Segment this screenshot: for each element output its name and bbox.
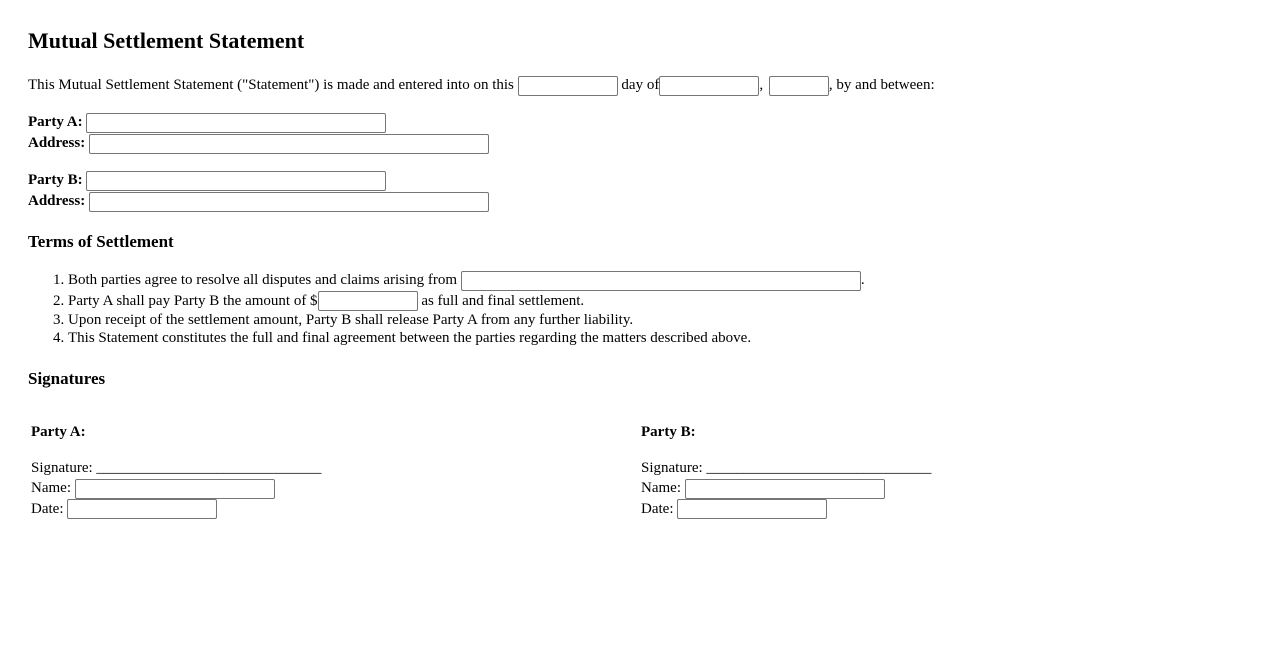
signatures-heading: Signatures	[28, 369, 106, 388]
signature-line-row	[641, 458, 931, 478]
terms-heading: Terms of Settlement	[28, 232, 174, 251]
term-item	[68, 291, 865, 312]
settlement-amount-input[interactable]	[318, 291, 418, 311]
signature-block-party-a	[31, 422, 321, 519]
name-row	[31, 478, 321, 499]
name-row	[641, 478, 931, 499]
party-b-address-row	[28, 191, 489, 212]
page-title: Mutual Settlement Statement	[28, 28, 305, 53]
name-label: Name:	[641, 480, 681, 496]
term-2-after-text: as full and final settlement.	[421, 292, 585, 309]
date-row	[641, 499, 931, 520]
signature-party-a-label: Party A:	[31, 424, 86, 440]
intro-paragraph	[28, 75, 935, 96]
month-input[interactable]	[659, 76, 759, 96]
party-a-address-label: Address:	[28, 135, 86, 151]
signature-label: Signature:	[31, 460, 93, 476]
term-item	[68, 270, 865, 291]
signature-party-b-label: Party B:	[641, 424, 696, 440]
signature-line: ______________________________	[96, 460, 322, 476]
party-b-label: Party B:	[28, 172, 83, 188]
party-b-name-input[interactable]	[86, 171, 386, 191]
signature-line-row	[31, 458, 321, 478]
party-a-label: Party A:	[28, 114, 83, 130]
name-label: Name:	[31, 480, 71, 496]
signature-line: ______________________________	[706, 460, 932, 476]
comma-text: ,	[759, 77, 764, 93]
party-b-row	[28, 170, 386, 191]
day-input[interactable]	[518, 76, 618, 96]
term-2-text: Party A shall pay Party B the amount of $	[68, 292, 318, 309]
term-item	[68, 329, 865, 347]
dispute-subject-input[interactable]	[461, 271, 861, 291]
date-row	[31, 499, 321, 520]
intro-text: This Mutual Settlement Statement ("Statement") is made and entered into on this	[28, 77, 514, 93]
term-1-text: Both parties agree to resolve all disputes and claims arising from	[68, 272, 458, 288]
day-of-text: day of	[621, 77, 660, 93]
party-a-row	[28, 112, 386, 133]
date-label: Date:	[31, 500, 64, 517]
by-and-between-text: , by and between:	[828, 77, 935, 93]
term-item	[68, 311, 865, 329]
party-b-signer-name-input[interactable]	[685, 479, 885, 499]
year-input[interactable]	[769, 76, 829, 96]
term-4-text: This Statement constitutes the full and final agreement between the parties regarding the matters described above.	[68, 330, 752, 347]
party-a-address-row	[28, 133, 489, 154]
term-1-period: .	[860, 272, 865, 288]
date-label: Date:	[641, 500, 674, 517]
terms-list	[28, 270, 865, 347]
party-a-date-input[interactable]	[67, 499, 217, 519]
signature-block-party-b	[641, 422, 931, 519]
party-a-name-input[interactable]	[86, 113, 386, 133]
signature-label: Signature:	[641, 460, 703, 476]
party-b-address-label: Address:	[28, 193, 86, 209]
party-b-date-input[interactable]	[677, 499, 827, 519]
party-a-address-input[interactable]	[89, 134, 489, 154]
party-b-address-input[interactable]	[89, 192, 489, 212]
term-3-text: Upon receipt of the settlement amount, Party B shall release Party A from any further liability.	[68, 312, 634, 329]
party-a-signer-name-input[interactable]	[75, 479, 275, 499]
